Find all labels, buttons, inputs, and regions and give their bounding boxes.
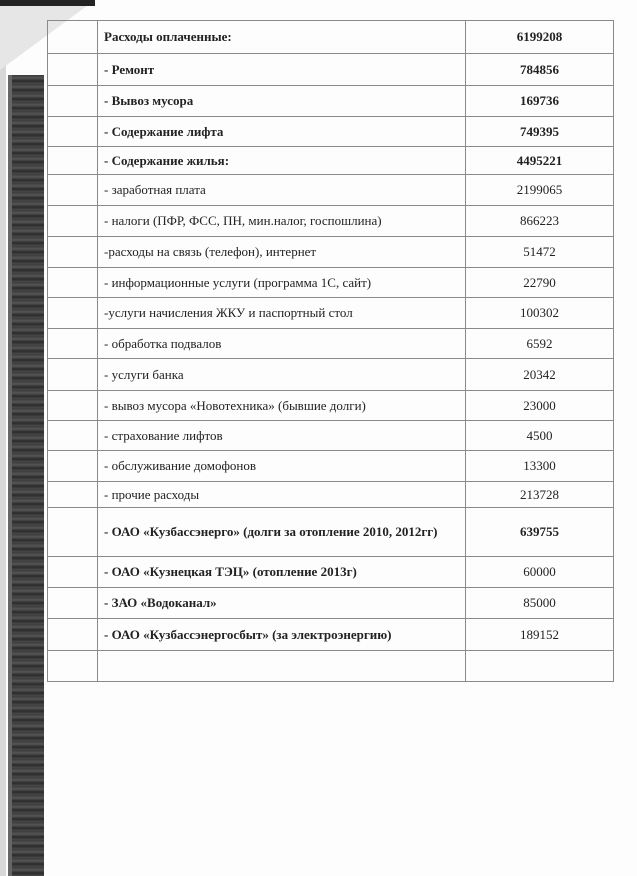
table-row <box>48 268 614 298</box>
row-index-cell <box>48 268 98 298</box>
expense-label: - Ремонт <box>98 54 466 86</box>
expense-label: - вывоз мусора «Новотехника» (бывшие долги) <box>98 391 466 421</box>
table-row <box>48 237 614 268</box>
expense-label: - Содержание жилья: <box>98 147 466 175</box>
row-index-cell <box>48 557 98 588</box>
row-index-cell <box>48 451 98 482</box>
expense-label: - Содержание лифта <box>98 117 466 147</box>
expense-value: 189152 <box>466 619 614 651</box>
expense-label: - страхование лифтов <box>98 421 466 451</box>
table-row <box>48 359 614 391</box>
scan-top-bar <box>0 0 95 6</box>
table-row <box>48 508 614 557</box>
expense-value: 51472 <box>466 237 614 268</box>
expense-label: - ОАО «Кузбассэнерго» (долги за отопление 2010, 2012гг) <box>98 508 466 557</box>
binding-strip <box>8 75 44 876</box>
row-index-cell <box>48 421 98 451</box>
expense-label: - заработная плата <box>98 175 466 206</box>
row-index-cell <box>48 237 98 268</box>
expense-value: 13300 <box>466 451 614 482</box>
row-index-cell <box>48 651 98 682</box>
row-index-cell <box>48 588 98 619</box>
expense-value: 784856 <box>466 54 614 86</box>
table-row <box>48 329 614 359</box>
expense-label: - ЗАО «Водоканал» <box>98 588 466 619</box>
row-index-cell <box>48 86 98 117</box>
row-index-cell <box>48 298 98 329</box>
table-row <box>48 421 614 451</box>
row-index-cell <box>48 329 98 359</box>
expense-label: - обработка подвалов <box>98 329 466 359</box>
expense-value: 20342 <box>466 359 614 391</box>
table-row <box>48 86 614 117</box>
expense-value: 866223 <box>466 206 614 237</box>
expense-value: 2199065 <box>466 175 614 206</box>
expense-value: 4500 <box>466 421 614 451</box>
expense-label: - ОАО «Кузнецкая ТЭЦ» (отопление 2013г) <box>98 557 466 588</box>
expense-value: 85000 <box>466 588 614 619</box>
table-row <box>48 21 614 54</box>
table-row <box>48 54 614 86</box>
table-row <box>48 619 614 651</box>
row-index-cell <box>48 391 98 421</box>
table-row <box>48 482 614 508</box>
row-index-cell <box>48 54 98 86</box>
expense-value: 6592 <box>466 329 614 359</box>
expense-value: 100302 <box>466 298 614 329</box>
table-row <box>48 588 614 619</box>
expense-label: -услуги начисления ЖКУ и паспортный стол <box>98 298 466 329</box>
expense-value: 4495221 <box>466 147 614 175</box>
table-row <box>48 206 614 237</box>
expense-label: - услуги банка <box>98 359 466 391</box>
expense-label: - информационные услуги (программа 1С, сайт) <box>98 268 466 298</box>
expense-value: 639755 <box>466 508 614 557</box>
expense-label: Расходы оплаченные: <box>98 21 466 54</box>
expense-label: - Вывоз мусора <box>98 86 466 117</box>
row-index-cell <box>48 482 98 508</box>
expense-label: -расходы на связь (телефон), интернет <box>98 237 466 268</box>
table-row <box>48 117 614 147</box>
expense-value: 6199208 <box>466 21 614 54</box>
table-row <box>48 147 614 175</box>
expenses-table <box>47 20 614 682</box>
expense-value: 169736 <box>466 86 614 117</box>
row-index-cell <box>48 175 98 206</box>
table-row <box>48 557 614 588</box>
scan-edge <box>0 0 6 876</box>
row-index-cell <box>48 117 98 147</box>
table-row <box>48 175 614 206</box>
expense-value: 60000 <box>466 557 614 588</box>
expense-value <box>466 651 614 682</box>
table-row <box>48 298 614 329</box>
row-index-cell <box>48 359 98 391</box>
expense-label <box>98 651 466 682</box>
table-row <box>48 451 614 482</box>
expense-value: 749395 <box>466 117 614 147</box>
expense-label: - обслуживание домофонов <box>98 451 466 482</box>
row-index-cell <box>48 206 98 237</box>
row-index-cell <box>48 508 98 557</box>
expense-value: 22790 <box>466 268 614 298</box>
row-index-cell <box>48 619 98 651</box>
expense-value: 23000 <box>466 391 614 421</box>
row-index-cell <box>48 147 98 175</box>
row-index-cell <box>48 21 98 54</box>
expense-label: - ОАО «Кузбассэнергосбыт» (за электроэнергию) <box>98 619 466 651</box>
expense-label: - налоги (ПФР, ФСС, ПН, мин.налог, госпошлина) <box>98 206 466 237</box>
expense-value: 213728 <box>466 482 614 508</box>
table-row <box>48 391 614 421</box>
expense-label: - прочие расходы <box>98 482 466 508</box>
table-row <box>48 651 614 682</box>
